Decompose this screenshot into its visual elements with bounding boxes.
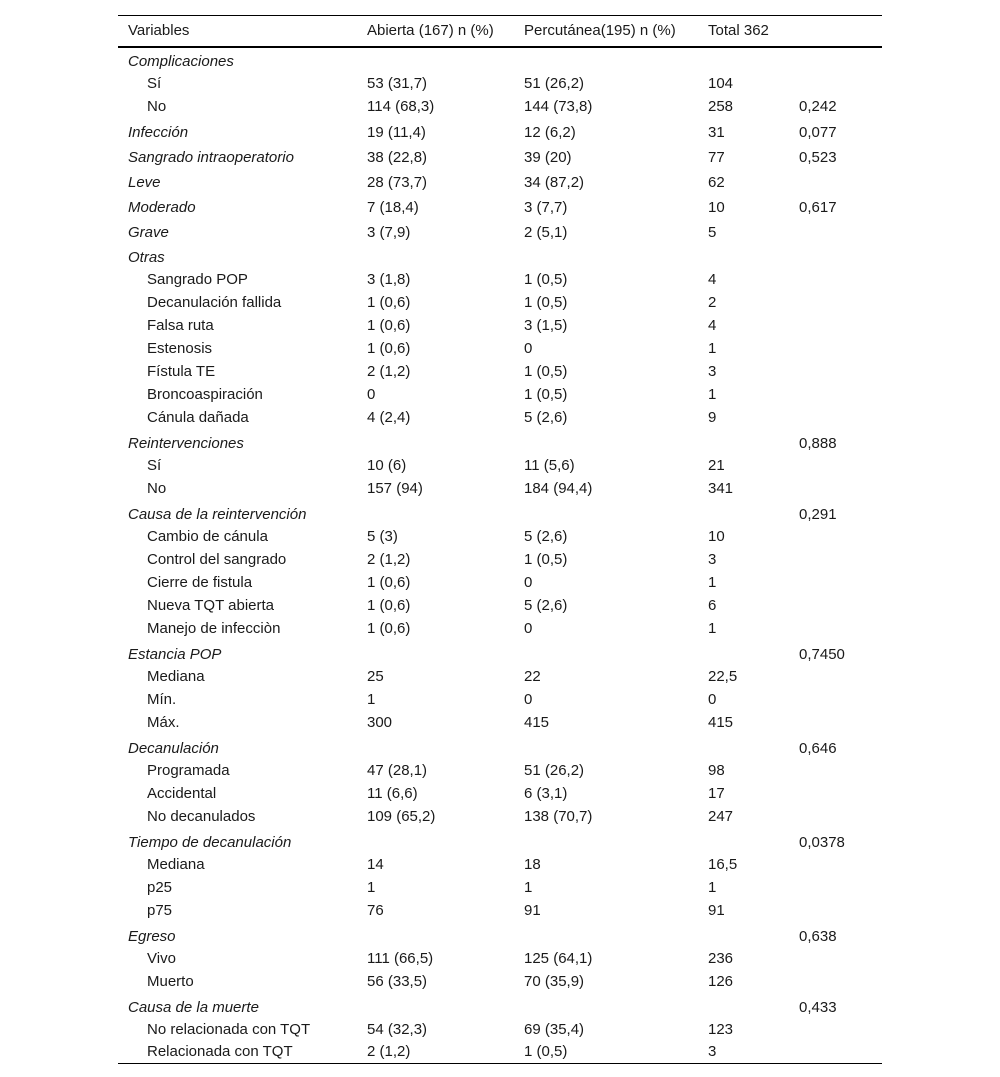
- total-cell: 4: [708, 316, 717, 334]
- table-row: [118, 711, 882, 734]
- p-value-cell: [789, 218, 882, 243]
- table-row: [118, 1018, 882, 1041]
- table-group-row: [118, 168, 882, 193]
- percutanea-cell: [514, 500, 698, 525]
- variable-cell: Relacionada con TQT: [118, 1041, 357, 1064]
- abierta-cell: 1 (0,6): [367, 573, 411, 591]
- p-value-cell: [789, 1018, 882, 1041]
- header-abierta: Abierta (167) n (%): [357, 16, 514, 47]
- variable-cell: No: [147, 479, 167, 497]
- abierta-cell: 2 (1,2): [367, 550, 411, 568]
- variable-cell: Cambio de cánula: [147, 527, 268, 545]
- table-row: [118, 360, 882, 383]
- table-group-row: [118, 828, 882, 853]
- total-cell: 22,5: [708, 667, 738, 685]
- variable-cell: Estancia POP: [128, 645, 222, 663]
- abierta-cell: 53 (31,7): [367, 74, 428, 92]
- abierta-cell: 28 (73,7): [367, 173, 428, 191]
- total-cell: 2: [708, 293, 717, 311]
- variable-cell: Falsa ruta: [147, 316, 214, 334]
- p-value-cell: 0,888: [799, 434, 837, 452]
- percutanea-cell: 3 (1,5): [524, 316, 568, 334]
- p-value-cell: [789, 805, 882, 828]
- p-value-cell: [789, 548, 882, 571]
- header-p-value: [789, 16, 882, 47]
- total-cell: 415: [708, 713, 734, 731]
- abierta-cell: 300: [367, 713, 393, 731]
- total-cell: 1: [708, 619, 717, 637]
- table-row: [118, 876, 882, 899]
- percutanea-cell: 6 (3,1): [524, 784, 568, 802]
- percutanea-cell: 51 (26,2): [524, 74, 585, 92]
- table-row: [118, 95, 882, 118]
- p-value-cell: [789, 970, 882, 993]
- p-value-cell: [789, 383, 882, 406]
- table-row: [118, 782, 882, 805]
- p-value-cell: [789, 454, 882, 477]
- percutanea-cell: 415: [524, 713, 550, 731]
- abierta-cell: 3 (1,8): [367, 270, 411, 288]
- total-cell: 3: [708, 362, 717, 380]
- variable-cell: Moderado: [128, 198, 196, 216]
- percutanea-cell: 51 (26,2): [524, 761, 585, 779]
- total-cell: 98: [708, 761, 725, 779]
- percutanea-cell: 18: [524, 855, 541, 873]
- p-value-cell: 0,617: [799, 198, 837, 216]
- variable-cell: No: [147, 97, 167, 115]
- abierta-cell: 2 (1,2): [357, 1041, 514, 1064]
- abierta-cell: 14: [367, 855, 384, 873]
- variable-cell: p75: [147, 901, 173, 919]
- abierta-cell: 109 (65,2): [367, 807, 436, 825]
- abierta-cell: 1 (0,6): [367, 619, 411, 637]
- table-group-row: [118, 640, 882, 665]
- variable-cell: Causa de la reintervención: [128, 505, 307, 523]
- p-value-cell: [789, 314, 882, 337]
- abierta-cell: 11 (6,6): [367, 784, 418, 802]
- percutanea-cell: 0: [524, 619, 533, 637]
- abierta-cell: [357, 429, 514, 454]
- variable-cell: Causa de la muerte: [128, 998, 259, 1016]
- variable-cell: Otras: [128, 248, 165, 266]
- abierta-cell: [357, 243, 514, 268]
- total-cell: 16,5: [708, 855, 738, 873]
- total-cell: 5: [708, 223, 717, 241]
- total-cell: 21: [708, 456, 725, 474]
- variable-cell: Accidental: [147, 784, 217, 802]
- variable-cell: Sangrado POP: [147, 270, 248, 288]
- total-cell: 104: [708, 74, 734, 92]
- total-cell: 9: [708, 408, 717, 426]
- p-value-cell: 0,7450: [799, 645, 845, 663]
- percutanea-cell: 1 (0,5): [524, 270, 568, 288]
- p-value-cell: [789, 899, 882, 922]
- total-cell: 31: [708, 123, 725, 141]
- variable-cell: No relacionada con TQT: [147, 1020, 311, 1038]
- total-cell: 1: [708, 339, 717, 357]
- variable-cell: Mediana: [147, 855, 205, 873]
- table-row: [118, 406, 882, 429]
- percutanea-cell: [514, 993, 698, 1018]
- abierta-cell: 19 (11,4): [367, 123, 426, 141]
- table-row: [118, 617, 882, 640]
- p-value-cell: 0,638: [799, 927, 837, 945]
- p-value-cell: [789, 337, 882, 360]
- total-cell: 0: [708, 690, 717, 708]
- p-value-cell: [789, 876, 882, 899]
- total-cell: 4: [708, 270, 717, 288]
- percutanea-cell: 125 (64,1): [524, 949, 593, 967]
- percutanea-cell: 1 (0,5): [524, 293, 568, 311]
- percutanea-cell: 2 (5,1): [524, 223, 568, 241]
- p-value-cell: [789, 947, 882, 970]
- variable-cell: Sí: [147, 74, 162, 92]
- variable-cell: Sí: [147, 456, 162, 474]
- percutanea-cell: 12 (6,2): [524, 123, 576, 141]
- variable-cell: Reintervenciones: [128, 434, 244, 452]
- percutanea-cell: [514, 734, 698, 759]
- table-group-row: [118, 118, 882, 143]
- table-row: [118, 970, 882, 993]
- table-group-row: [118, 734, 882, 759]
- abierta-cell: [357, 993, 514, 1018]
- percutanea-cell: 184 (94,4): [524, 479, 593, 497]
- total-cell: 126: [708, 972, 734, 990]
- table-header-row: [118, 16, 882, 47]
- total-cell: 1: [708, 573, 717, 591]
- total-cell: [698, 429, 789, 454]
- percutanea-cell: [514, 828, 698, 853]
- variable-cell: Egreso: [128, 927, 176, 945]
- abierta-cell: 1: [367, 690, 376, 708]
- percutanea-cell: [514, 640, 698, 665]
- total-cell: 3: [698, 1041, 789, 1064]
- abierta-cell: 114 (68,3): [367, 97, 435, 115]
- abierta-cell: 54 (32,3): [367, 1020, 428, 1038]
- abierta-cell: [357, 922, 514, 947]
- total-cell: 10: [708, 198, 725, 216]
- table-row: [118, 314, 882, 337]
- variable-cell: Muerto: [147, 972, 194, 990]
- header-variables: Variables: [118, 16, 357, 47]
- percutanea-cell: [514, 922, 698, 947]
- abierta-cell: 1: [367, 878, 376, 896]
- table-group-row: [118, 218, 882, 243]
- total-cell: 77: [708, 148, 725, 166]
- variable-cell: Cánula dañada: [147, 408, 249, 426]
- percutanea-cell: 70 (35,9): [524, 972, 585, 990]
- variable-cell: Programada: [147, 761, 230, 779]
- p-value-cell: [789, 525, 882, 548]
- variable-cell: Broncoaspiración: [147, 385, 263, 403]
- total-cell: 1: [708, 385, 717, 403]
- results-table: [118, 15, 882, 1064]
- abierta-cell: [357, 47, 514, 72]
- table-row: [118, 454, 882, 477]
- p-value-cell: [789, 268, 882, 291]
- table-group-row: [118, 993, 882, 1018]
- header-total: Total 362: [698, 16, 789, 47]
- percutanea-cell: 1 (0,5): [524, 362, 568, 380]
- total-cell: 258: [708, 97, 734, 115]
- abierta-cell: 7 (18,4): [367, 198, 419, 216]
- table-row: [118, 853, 882, 876]
- abierta-cell: 3 (7,9): [367, 223, 411, 241]
- p-value-cell: 0,291: [799, 505, 837, 523]
- p-value-cell: [789, 406, 882, 429]
- table-group-row: [118, 429, 882, 454]
- p-value-cell: [789, 168, 882, 193]
- total-cell: [698, 828, 789, 853]
- p-value-cell: [789, 594, 882, 617]
- variable-cell: Decanulación: [128, 739, 219, 757]
- percutanea-cell: 0: [524, 690, 533, 708]
- variable-cell: Nueva TQT abierta: [147, 596, 275, 614]
- abierta-cell: 56 (33,5): [367, 972, 428, 990]
- table-row: [118, 594, 882, 617]
- table-row: [118, 805, 882, 828]
- variable-cell: Control del sangrado: [147, 550, 287, 568]
- total-cell: 3: [708, 550, 717, 568]
- p-value-cell: 0,433: [799, 998, 837, 1016]
- p-value-cell: 0,077: [799, 123, 837, 141]
- abierta-cell: 10 (6): [367, 456, 407, 474]
- percutanea-cell: 144 (73,8): [524, 97, 593, 115]
- p-value-cell: [789, 1041, 882, 1064]
- total-cell: 123: [708, 1020, 734, 1038]
- table-row: [118, 337, 882, 360]
- variable-cell: Grave: [128, 223, 169, 241]
- abierta-cell: [357, 640, 514, 665]
- table-row: [118, 759, 882, 782]
- percutanea-cell: 34 (87,2): [524, 173, 585, 191]
- variable-cell: Mín.: [147, 690, 177, 708]
- p-value-cell: 0,523: [799, 148, 837, 166]
- p-value-cell: [789, 47, 882, 72]
- abierta-cell: 5 (3): [367, 527, 398, 545]
- total-cell: [698, 922, 789, 947]
- total-cell: 62: [708, 173, 725, 191]
- p-value-cell: [789, 759, 882, 782]
- percutanea-cell: 3 (7,7): [524, 198, 568, 216]
- total-cell: 247: [708, 807, 734, 825]
- table-row: [118, 899, 882, 922]
- p-value-cell: [789, 782, 882, 805]
- p-value-cell: [789, 688, 882, 711]
- variable-cell: Decanulación fallida: [147, 293, 282, 311]
- percutanea-cell: 11 (5,6): [524, 456, 575, 474]
- p-value-cell: [789, 617, 882, 640]
- table-group-row: [118, 922, 882, 947]
- variable-cell: Tiempo de decanulación: [128, 833, 292, 851]
- abierta-cell: 111 (66,5): [367, 949, 434, 967]
- abierta-cell: 157 (94): [367, 479, 423, 497]
- p-value-cell: [789, 711, 882, 734]
- table-row: [118, 525, 882, 548]
- p-value-cell: [789, 291, 882, 314]
- abierta-cell: 25: [367, 667, 384, 685]
- abierta-cell: 76: [367, 901, 384, 919]
- percutanea-cell: 1 (0,5): [524, 385, 568, 403]
- table-row: [118, 688, 882, 711]
- variable-cell: No decanulados: [147, 807, 256, 825]
- variable-cell: Manejo de infecciòn: [147, 619, 281, 637]
- p-value-cell: [789, 243, 882, 268]
- total-cell: [698, 993, 789, 1018]
- table-group-row: [118, 193, 882, 218]
- abierta-cell: 38 (22,8): [367, 148, 428, 166]
- variable-cell: Sangrado intraoperatorio: [128, 148, 294, 166]
- total-cell: 236: [708, 949, 734, 967]
- variable-cell: Cierre de fistula: [147, 573, 253, 591]
- percutanea-cell: [514, 429, 698, 454]
- percutanea-cell: [514, 47, 698, 72]
- total-cell: 341: [708, 479, 734, 497]
- percutanea-cell: 0: [524, 573, 533, 591]
- total-cell: 6: [708, 596, 717, 614]
- table-row: [118, 1041, 882, 1064]
- table-row: [118, 548, 882, 571]
- table-group-row: [118, 143, 882, 168]
- table-row: [118, 477, 882, 500]
- abierta-cell: 4 (2,4): [367, 408, 411, 426]
- percutanea-cell: 22: [524, 667, 541, 685]
- p-value-cell: [789, 72, 882, 95]
- total-cell: 17: [708, 784, 725, 802]
- table-group-row: [118, 243, 882, 268]
- abierta-cell: 1 (0,6): [367, 339, 411, 357]
- total-cell: [698, 47, 789, 72]
- abierta-cell: 1 (0,6): [367, 596, 411, 614]
- percutanea-cell: 5 (2,6): [524, 527, 568, 545]
- abierta-cell: 0: [367, 385, 376, 403]
- variable-cell: Estenosis: [147, 339, 213, 357]
- variable-cell: Mediana: [147, 667, 205, 685]
- percutanea-cell: 69 (35,4): [524, 1020, 585, 1038]
- variable-cell: p25: [147, 878, 173, 896]
- table-body: [118, 47, 882, 1064]
- percutanea-cell: 1 (0,5): [514, 1041, 698, 1064]
- abierta-cell: 1 (0,6): [367, 293, 411, 311]
- header-percutanea: Percutánea(195) n (%): [514, 16, 698, 47]
- percutanea-cell: 39 (20): [524, 148, 572, 166]
- percutanea-cell: 1: [524, 878, 533, 896]
- table-row: [118, 665, 882, 688]
- percutanea-cell: 138 (70,7): [524, 807, 593, 825]
- percutanea-cell: 1 (0,5): [524, 550, 568, 568]
- total-cell: [698, 500, 789, 525]
- table-row: [118, 383, 882, 406]
- p-value-cell: [789, 665, 882, 688]
- p-value-cell: 0,646: [799, 739, 837, 757]
- variable-cell: Infección: [128, 123, 189, 141]
- p-value-cell: [789, 477, 882, 500]
- variable-cell: Leve: [128, 173, 161, 191]
- p-value-cell: [789, 571, 882, 594]
- p-value-cell: [789, 853, 882, 876]
- abierta-cell: [357, 734, 514, 759]
- table-row: [118, 291, 882, 314]
- percutanea-cell: 91: [524, 901, 541, 919]
- p-value-cell: 0,242: [799, 97, 837, 115]
- table-row: [118, 268, 882, 291]
- table-group-row: [118, 500, 882, 525]
- total-cell: [698, 243, 789, 268]
- table-row: [118, 72, 882, 95]
- total-cell: 91: [708, 901, 725, 919]
- percutanea-cell: 0: [524, 339, 533, 357]
- table-group-row: [118, 47, 882, 72]
- total-cell: [698, 734, 789, 759]
- total-cell: 1: [708, 878, 717, 896]
- percutanea-cell: [514, 243, 698, 268]
- variable-cell: Complicaciones: [128, 52, 234, 70]
- abierta-cell: 1 (0,6): [367, 316, 411, 334]
- abierta-cell: [357, 500, 514, 525]
- total-cell: 10: [708, 527, 725, 545]
- abierta-cell: 2 (1,2): [367, 362, 411, 380]
- table-row: [118, 571, 882, 594]
- percutanea-cell: 5 (2,6): [524, 408, 568, 426]
- p-value-cell: 0,0378: [799, 833, 845, 851]
- variable-cell: Máx.: [147, 713, 180, 731]
- abierta-cell: 47 (28,1): [367, 761, 428, 779]
- p-value-cell: [789, 360, 882, 383]
- table-row: [118, 947, 882, 970]
- variable-cell: Vivo: [147, 949, 176, 967]
- percutanea-cell: 5 (2,6): [524, 596, 568, 614]
- total-cell: [698, 640, 789, 665]
- variable-cell: Fístula TE: [147, 362, 216, 380]
- abierta-cell: [357, 828, 514, 853]
